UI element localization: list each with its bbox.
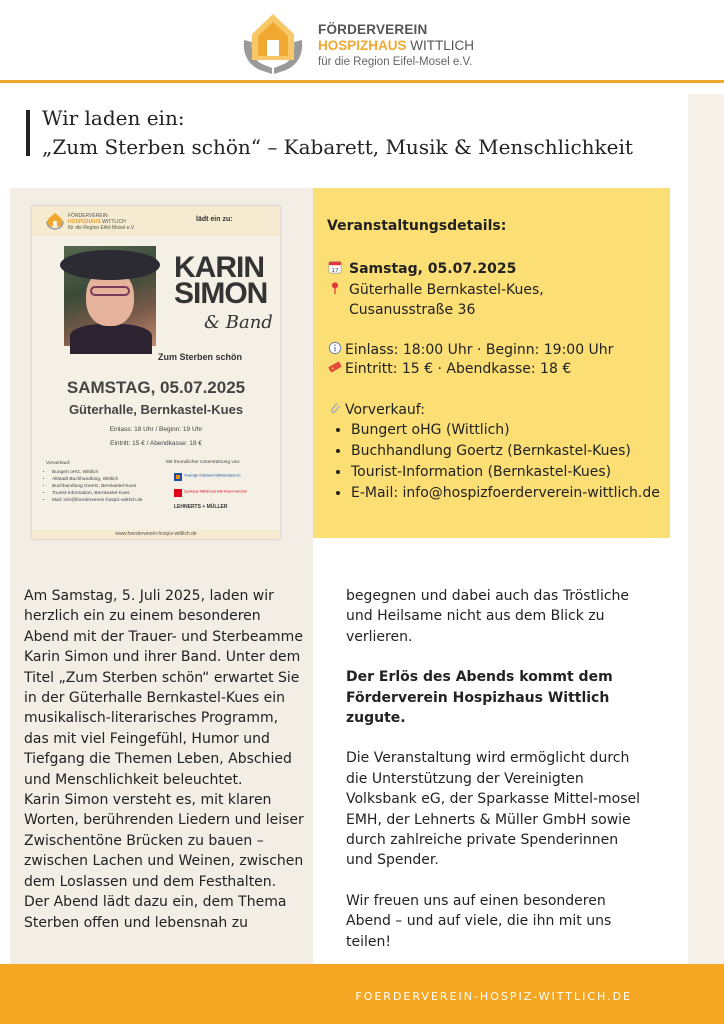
info-icon <box>327 341 343 355</box>
poster-org-line3: für die Region Eifel-Mosel e.V. <box>68 225 136 231</box>
body-paragraph: Die Veranstaltung wird ermöglicht durch die Unterstützung der Vereinigten Volksbank eG, der Sparkasse Mittel-mosel EMH, der Lehnerts & Müller GmbH sowie durch zahlreiche private Spenderinnen und Spender. <box>346 750 641 869</box>
sponsor-2-name: Sparkasse Mittelmosel Eifel Mosel Hunsrück <box>184 489 247 494</box>
footer-website-link[interactable]: FOERDERVEREIN-HOSPIZ-WITTLICH.DE <box>355 990 632 1003</box>
poster-org-city: WITTLICH <box>102 219 126 225</box>
poster-location: Güterhalle, Bernkastel-Kues <box>68 402 244 417</box>
poster-date: SAMSTAG, 05.07.2025 <box>66 378 246 397</box>
org-city: WITTLICH <box>410 38 475 53</box>
poster-presale-item: • Altstadt Buchhandlung, Wittlich <box>52 476 142 483</box>
photo-glasses <box>90 286 130 296</box>
details-times: Einlass: 18:00 Uhr · Beginn: 19:00 Uhr <box>345 342 614 358</box>
poster-band: & Band <box>204 312 273 333</box>
svg-text:17: 17 <box>331 267 339 274</box>
poster-presale <box>46 460 142 504</box>
poster-artist-first-name: KARIN <box>174 251 264 284</box>
poster-url: www.foerderverein-hospiz-wittlich.de <box>32 530 280 539</box>
photo-hat <box>60 250 160 280</box>
poster-presale-item: • Tourist-Information, Bernkastel-Kues <box>52 490 142 497</box>
proceeds-statement: Der Erlös des Abends kommt dem Förderverein Hospizhaus Wittlich zugute. <box>346 669 613 727</box>
body-paragraph: begegnen und dabei auch das Tröstliche und Heilsame nicht aus dem Blick zu verlieren. <box>346 588 630 645</box>
body-paragraph: Karin Simon versteht es, mit klaren Worten, berührenden Liedern und leiser Zwischentöne Brücken zu bauen – zwischen Lachen und Weinen, zwischen dem Loslassen und dem Festhalten. Der Abend lädt dazu ein, dem Thema Sterben offen und lebensnah zu <box>24 792 304 931</box>
poster-presale-list <box>52 469 142 504</box>
details-prices-row <box>327 360 571 377</box>
poster-presale-item: • Buchhandlung Goertz, Bernkastel-Kues <box>52 483 142 490</box>
details-date: Samstag, 05.07.2025 <box>349 261 517 277</box>
artist-photo <box>64 246 156 346</box>
page-footer <box>0 964 724 1024</box>
details-venue-line1: Güterhalle Bernkastel-Kues, <box>349 282 544 298</box>
calendar-icon <box>327 260 343 274</box>
hospiz-logo <box>236 10 310 76</box>
title-line-1: Wir laden ein: <box>42 106 185 130</box>
body-paragraph: Am Samstag, 5. Juli 2025, laden wir herzlich ein zu einem besonderen Abend mit der Trauer- und Sterbeamme Karin Simon und ihrer Band. Unter dem Titel „Zum Sterben schön“ erwartet Sie in der Güterhalle Bernkastel-Kues ein musikalisch-literarisches Programm, das mit viel Feingefühl, Humor und Tiefgang die Themen Leben, Abschied und Menschlichkeit beleuchtet. <box>24 588 303 788</box>
sponsor-1-name: Vereinigte Volksbank Raiffeisenbank eG <box>184 473 241 478</box>
poster-subtitle: Zum Sterben schön <box>158 352 243 362</box>
poster-invite: lädt ein zu: <box>196 216 233 223</box>
lehnerts-mueller-logo: LEHNERTS + MÜLLER <box>174 504 228 510</box>
poster-artist-last-name: SIMON <box>174 277 268 310</box>
header-divider <box>0 80 724 83</box>
details-presale-list <box>335 420 660 504</box>
poster-org-line1: FÖRDERVEREIN <box>68 213 108 219</box>
poster-presale-item: • Bungert oHG, Wittlich <box>52 469 142 476</box>
org-line-2 <box>318 38 474 54</box>
paragraph-gap <box>346 647 646 667</box>
body-column-left <box>24 586 304 933</box>
poster-presale-label: Vorverkauf: <box>46 461 71 466</box>
details-date-row <box>327 260 516 277</box>
body-paragraph: Wir freuen uns auf einen besonderen Abend – und auf viele, die ihn mit uns teilen! <box>346 892 612 950</box>
event-poster <box>32 206 280 539</box>
poster-org <box>68 213 135 231</box>
details-presale-item: • Bungert oHG (Wittlich) <box>351 420 660 441</box>
poster-prices: Eintritt: 15 € / Abendkasse: 18 € <box>110 440 202 447</box>
page-header <box>0 0 724 82</box>
organization-name <box>318 22 474 70</box>
event-details-box <box>313 188 670 538</box>
title-line-2: „Zum Sterben schön“ – Kabarett, Musik & Menschlichkeit <box>42 135 633 159</box>
org-line-1: FÖRDERVEREIN <box>318 22 428 37</box>
details-venue-line2: Cusanusstraße 36 <box>349 302 476 318</box>
details-prices: Eintritt: 15 € · Abendkasse: 18 € <box>345 361 572 377</box>
location-pin-icon <box>327 281 343 295</box>
volksbank-logo <box>174 472 241 482</box>
body-column-right <box>346 586 646 952</box>
details-presale-item: • Buchhandlung Goertz (Bernkastel-Kues) <box>351 441 660 462</box>
org-highlight: HOSPIZHAUS <box>318 38 407 53</box>
details-presale-item: • Tourist-Information (Bernkastel-Kues) <box>351 462 660 483</box>
details-times-row <box>327 341 613 358</box>
side-strip <box>688 94 724 974</box>
details-venue-row <box>327 281 544 298</box>
sparkasse-logo <box>174 488 247 498</box>
details-presale-email[interactable]: • E-Mail: info@hospizfoerderverein-wittlich.de <box>351 483 660 504</box>
page-title <box>42 104 633 162</box>
poster-org-highlight: HOSPIZHAUS <box>68 219 101 225</box>
poster-logo-icon <box>46 212 64 230</box>
poster-presale-item: • Mail: info@foerderverein-hospiz-wittlich.de <box>52 497 142 504</box>
paperclip-icon <box>327 401 343 415</box>
ticket-icon <box>327 360 343 374</box>
paragraph-gap <box>346 728 646 748</box>
paragraph-gap <box>346 871 646 891</box>
org-line-3: für die Region Eifel-Mosel e.V. <box>318 56 473 68</box>
details-heading: Veranstaltungsdetails: <box>327 218 507 234</box>
photo-shirt <box>70 324 152 354</box>
title-accent-bar <box>26 110 30 156</box>
poster-times: Einlass: 18 Uhr / Beginn: 19 Uhr <box>109 426 203 433</box>
poster-support-label: Mit freundlicher Unterstützung von: <box>166 460 241 465</box>
details-presale-label: Vorverkauf: <box>345 402 425 418</box>
details-presale-row <box>327 401 425 418</box>
